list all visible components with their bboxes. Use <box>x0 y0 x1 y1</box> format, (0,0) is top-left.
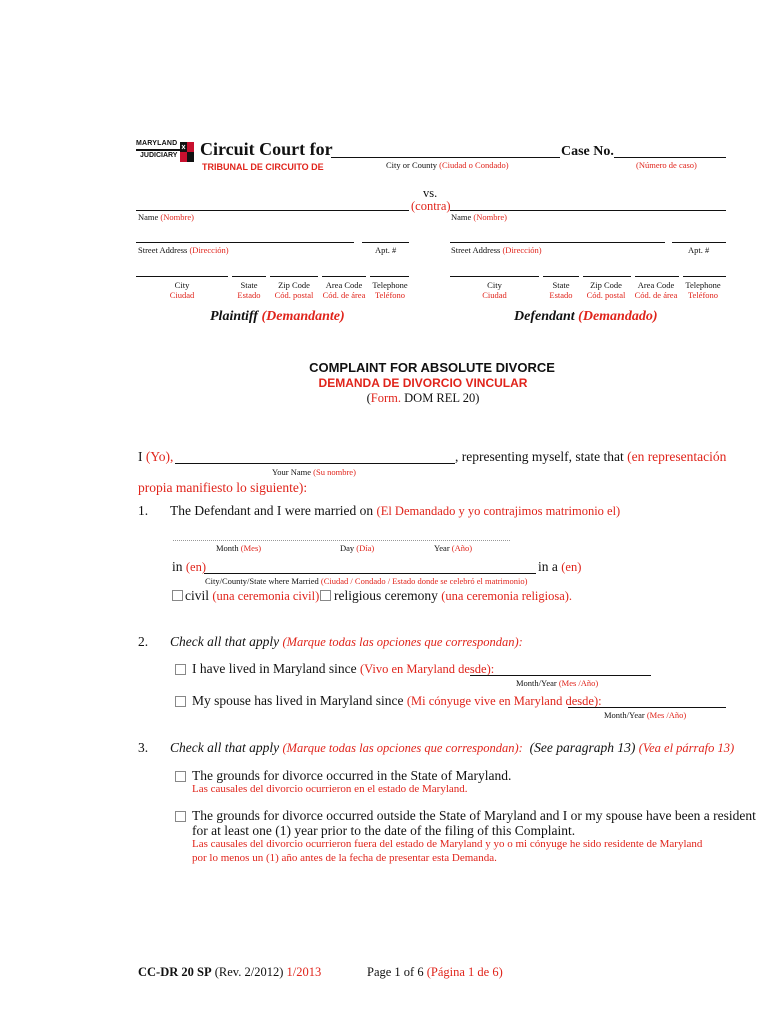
month-caption: Month (Mes) <box>216 543 262 553</box>
defendant-area-caption: Area Code Cód. de área <box>634 280 678 300</box>
case-no-caption-es: (Número de caso) <box>636 160 697 170</box>
vs-text-es: (contra) <box>411 199 451 213</box>
maryland-flag-icon <box>180 142 194 162</box>
plaintiff-apt-line[interactable] <box>362 242 409 243</box>
intro-representing: , representing myself, state that (en representación <box>455 449 727 464</box>
plaintiff-name-line[interactable] <box>136 210 409 211</box>
religious-checkbox[interactable] <box>320 590 331 601</box>
defendant-zip-caption: Zip Code Cód. postal <box>586 280 626 300</box>
logo-top-text: MARYLAND <box>136 140 178 147</box>
grounds-outside-label-es-2: por lo menos un (1) año antes de la fecha de presentar esta Demanda. <box>192 852 497 864</box>
plaintiff-label: Plaintiff (Demandante) <box>210 309 345 324</box>
item2-number: 2. <box>138 634 149 649</box>
defendant-city-line[interactable] <box>450 276 539 277</box>
plaintiff-tel-line[interactable] <box>370 276 409 277</box>
defendant-state-line[interactable] <box>543 276 579 277</box>
defendant-city-caption: City Ciudad <box>482 280 507 300</box>
civil-label: civil (una ceremonia civil) <box>185 588 320 603</box>
page-number: Page 1 of 6 (Página 1 de 6) <box>367 965 503 979</box>
your-name-line[interactable] <box>175 463 455 464</box>
religious-label: religious ceremony (una ceremonia religiosa). <box>334 588 573 603</box>
logo-bottom-text: JUDICIARY <box>140 152 178 159</box>
plaintiff-state-caption: State Estado <box>237 280 261 300</box>
document-title: COMPLAINT FOR ABSOLUTE DIVORCE <box>309 360 555 375</box>
city-county-caption: City or County (Ciudad o Condado) <box>386 160 509 170</box>
defendant-state-caption: State Estado <box>549 280 573 300</box>
defendant-street-caption: Street Address (Dirección) <box>451 245 542 255</box>
item2-check: Check all that apply (Marque todas las opciones que correspondan): <box>170 634 523 649</box>
plaintiff-street-caption: Street Address (Dirección) <box>138 245 229 255</box>
lived-since-line[interactable] <box>470 675 651 676</box>
plaintiff-tel-caption: Telephone Teléfono <box>372 280 408 300</box>
place-caption: City/County/State where Married (Ciudad / Condado / Estado donde se celebró el matrimonio) <box>205 576 528 586</box>
defendant-apt-line[interactable] <box>672 242 726 243</box>
plaintiff-city-caption: City Ciudad <box>169 280 195 300</box>
spouse-since-caption: Month/Year (Mes /Año) <box>604 710 687 720</box>
grounds-outside-label-2: for at least one (1) year prior to the date of the filing of this Complaint. <box>192 823 576 838</box>
grounds-in-maryland-label-es: Las causales del divorcio ocurrieron en el estado de Maryland. <box>192 783 468 795</box>
plaintiff-state-line[interactable] <box>232 276 266 277</box>
court-title: Circuit Court for <box>200 139 333 159</box>
plaintiff-street-line[interactable] <box>136 242 354 243</box>
year-caption: Year (Año) <box>434 543 473 553</box>
case-no-line[interactable] <box>614 157 726 158</box>
form-footer-code: CC-DR 20 SP (Rev. 2/2012) 1/2013 <box>138 965 322 979</box>
defendant-street-line[interactable] <box>450 242 665 243</box>
lived-in-maryland-label: I have lived in Maryland since (Vivo en Maryland desde): <box>192 661 495 676</box>
court-city-line[interactable] <box>331 157 560 158</box>
spouse-lived-checkbox[interactable] <box>175 696 186 707</box>
document-title-es: DEMANDA DE DIVORCIO VINCULAR <box>318 376 528 390</box>
plaintiff-apt-caption: Apt. # <box>375 245 397 255</box>
intro-propia: propia manifiesto lo siguiente): <box>138 480 308 495</box>
defendant-label: Defendant (Demandado) <box>514 309 658 324</box>
spouse-since-line[interactable] <box>568 707 726 708</box>
spouse-lived-label: My spouse has lived in Maryland since (Mi cónyuge vive en Maryland desde): <box>192 693 602 708</box>
item1-in: in (en) <box>172 559 207 574</box>
defendant-zip-line[interactable] <box>583 276 631 277</box>
plaintiff-zip-caption: Zip Code Cód. postal <box>274 280 314 300</box>
vs-text: vs. <box>423 186 438 200</box>
defendant-tel-line[interactable] <box>683 276 726 277</box>
defendant-name-caption: Name (Nombre) <box>451 212 507 222</box>
day-caption: Day (Día) <box>340 543 375 553</box>
grounds-outside-label-es-1: Las causales del divorcio ocurrieron fuera del estado de Maryland y yo o mi cónyuge he sido residente de Maryland <box>192 838 703 850</box>
maryland-judiciary-logo <box>136 140 196 166</box>
marriage-date-line[interactable] <box>173 540 510 541</box>
plaintiff-city-line[interactable] <box>136 276 228 277</box>
lived-in-maryland-checkbox[interactable] <box>175 664 186 675</box>
civil-checkbox[interactable] <box>172 590 183 601</box>
your-name-caption: Your Name (Su nombre) <box>272 467 356 477</box>
plaintiff-area-line[interactable] <box>322 276 366 277</box>
defendant-name-line[interactable] <box>450 210 726 211</box>
item1-in-a: in a (en) <box>538 559 582 574</box>
intro-i: I (Yo), <box>138 449 174 464</box>
plaintiff-zip-line[interactable] <box>270 276 318 277</box>
plaintiff-name-caption: Name (Nombre) <box>138 212 194 222</box>
item1-number: 1. <box>138 503 149 518</box>
item1-text: The Defendant and I were married on (El Demandado y yo contrajimos matrimonio el) <box>170 503 621 518</box>
form-code: (Form. DOM REL 20) <box>366 391 480 405</box>
grounds-in-maryland-checkbox[interactable] <box>175 771 186 782</box>
court-title-es: TRIBUNAL DE CIRCUITO DE <box>202 162 324 172</box>
defendant-tel-caption: Telephone Teléfono <box>685 280 721 300</box>
item3-check: Check all that apply (Marque todas las opciones que correspondan): (See paragraph 13) (Vea el párrafo 13) <box>170 740 735 755</box>
lived-since-caption: Month/Year (Mes /Año) <box>516 678 599 688</box>
defendant-area-line[interactable] <box>635 276 679 277</box>
grounds-outside-maryland-checkbox[interactable] <box>175 811 186 822</box>
plaintiff-area-caption: Area Code Cód. de área <box>322 280 366 300</box>
defendant-apt-caption: Apt. # <box>688 245 710 255</box>
case-no-label: Case No. <box>561 144 614 159</box>
grounds-in-maryland-label: The grounds for divorce occurred in the State of Maryland. <box>192 768 512 783</box>
item3-number: 3. <box>138 740 149 755</box>
grounds-outside-label-1: The grounds for divorce occurred outside the State of Maryland and I or my spouse have been a resident <box>192 808 756 823</box>
marriage-place-line[interactable] <box>204 573 536 574</box>
